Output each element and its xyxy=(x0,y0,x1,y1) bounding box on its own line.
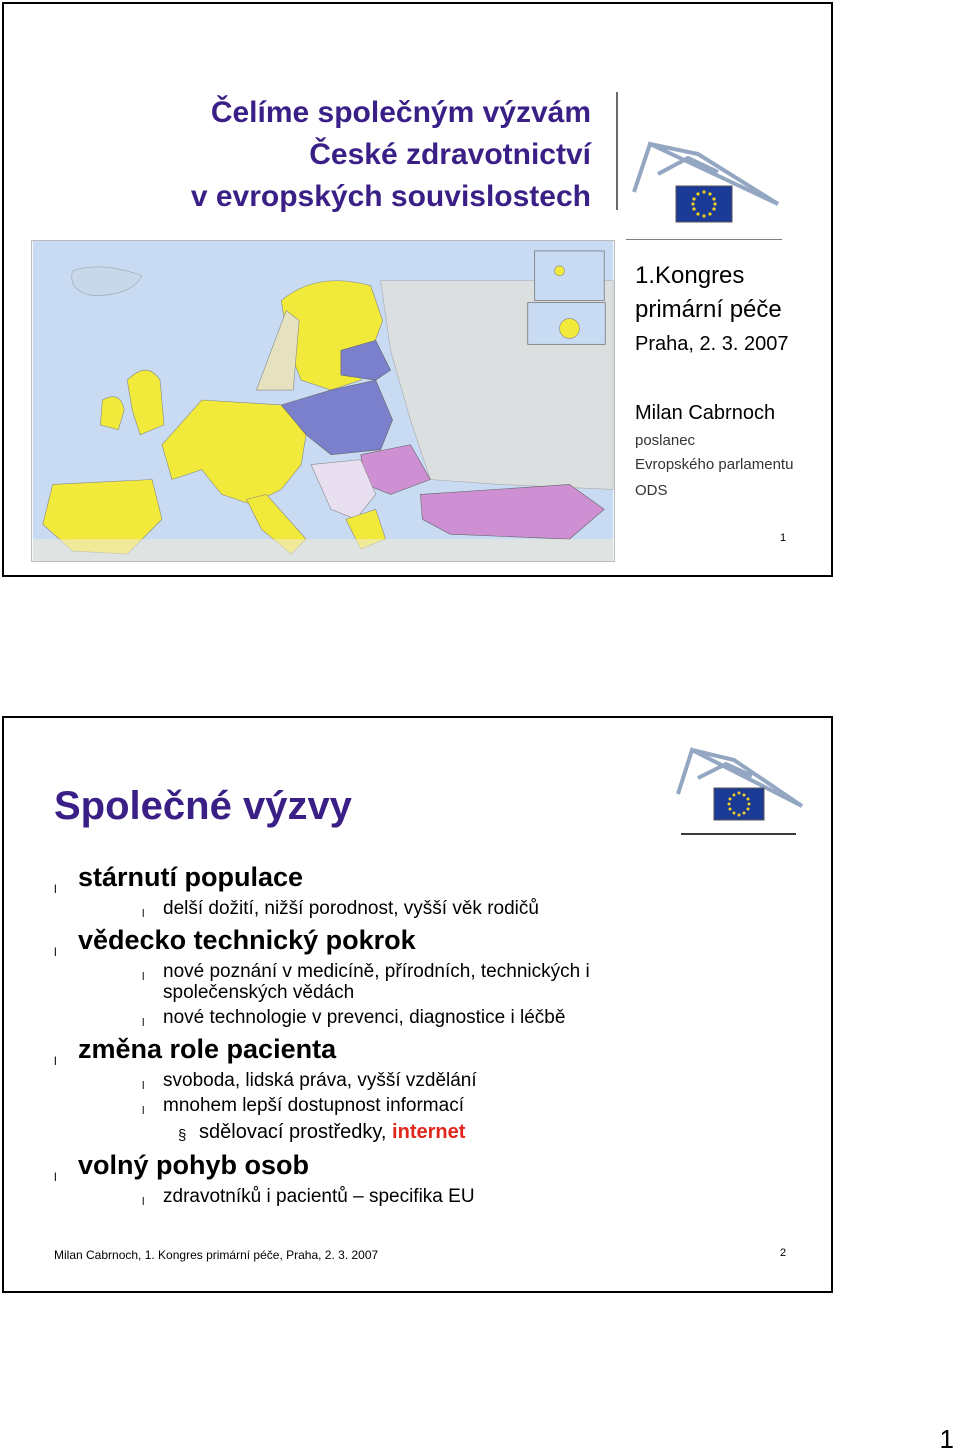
divider-vertical xyxy=(616,92,618,210)
sub-item xyxy=(54,898,754,919)
event-date: Praha, 2. 3. 2007 xyxy=(635,333,789,355)
slide-1-title xyxy=(64,92,591,218)
challenge-list xyxy=(54,860,754,1207)
sub-item xyxy=(54,961,633,1003)
bullet-marker: l xyxy=(142,971,145,983)
event-line-1: 1.Kongres xyxy=(635,262,745,289)
item-heading: změna role pacienta xyxy=(78,1034,337,1064)
european-parliament-logo xyxy=(672,742,812,828)
list-item xyxy=(54,860,754,894)
sub-item xyxy=(54,1186,754,1207)
sub-item-text: nové technologie v prevenci, diagnostice i léčbě xyxy=(163,1007,566,1028)
sub-item xyxy=(54,1095,754,1116)
speaker-party: ODS xyxy=(635,482,668,499)
bullet-marker: l xyxy=(142,1105,145,1117)
slide-1 xyxy=(2,2,833,577)
sub-sub-item xyxy=(54,1120,754,1144)
title-line: Čelíme společným výzvám xyxy=(210,96,591,129)
sub-item-text: mnohem lepší dostupnost informací xyxy=(163,1095,464,1116)
european-parliament-logo xyxy=(628,134,792,226)
highlighted-word: internet xyxy=(392,1121,466,1143)
slide-2-title: Společné výzvy xyxy=(54,784,352,828)
slide-number: 1 xyxy=(780,532,787,544)
page-number: 1 xyxy=(939,1424,954,1454)
sub-bullet-marker: § xyxy=(178,1127,187,1144)
sub-item xyxy=(54,1007,754,1028)
list-item xyxy=(54,923,754,957)
event-line-2: primární péče xyxy=(635,296,782,323)
speaker-role-institution: Evropského parlamentu xyxy=(635,456,794,473)
europe-eu-map xyxy=(31,240,615,562)
divider-horizontal xyxy=(626,239,782,240)
bullet-marker: l xyxy=(54,945,57,959)
sub-item-text: zdravotníků i pacientů – specifika EU xyxy=(163,1186,475,1207)
item-heading: vědecko technický pokrok xyxy=(78,925,416,955)
sub-item-text: svoboda, lidská práva, vyšší vzdělání xyxy=(163,1070,477,1091)
bullet-marker: l xyxy=(54,882,57,896)
sub-item xyxy=(54,1070,754,1091)
item-heading: stárnutí populace xyxy=(78,862,304,892)
bullet-marker: l xyxy=(54,1170,57,1184)
title-line: České zdravotnictví xyxy=(309,138,591,171)
bullet-marker: l xyxy=(142,1196,145,1208)
sub-sub-item-text: sdělovací prostředky, xyxy=(199,1121,393,1143)
logo-underline xyxy=(681,833,796,835)
list-item xyxy=(54,1032,754,1066)
bullet-marker: l xyxy=(142,1080,145,1092)
bullet-marker: l xyxy=(142,908,145,920)
bullet-marker: l xyxy=(142,1017,145,1029)
item-heading: volný pohyb osob xyxy=(78,1150,310,1180)
slide-footer: Milan Cabrnoch, 1. Kongres primární péče, Praha, 2. 3. 2007 xyxy=(54,1248,379,1262)
list-item xyxy=(54,1148,754,1182)
slide-number: 2 xyxy=(780,1247,787,1259)
speaker-role: poslanec xyxy=(635,432,696,449)
sub-item-text: delší dožití, nižší porodnost, vyšší věk rodičů xyxy=(163,898,539,919)
bullet-marker: l xyxy=(54,1054,57,1068)
title-line: v evropských souvislostech xyxy=(190,180,591,213)
slide-2 xyxy=(2,716,833,1293)
event-info xyxy=(635,259,788,361)
sub-item-text: nové poznání v medicíně, přírodních, technických i společenských vědách xyxy=(163,961,590,1003)
speaker-name: Milan Cabrnoch xyxy=(635,402,776,424)
